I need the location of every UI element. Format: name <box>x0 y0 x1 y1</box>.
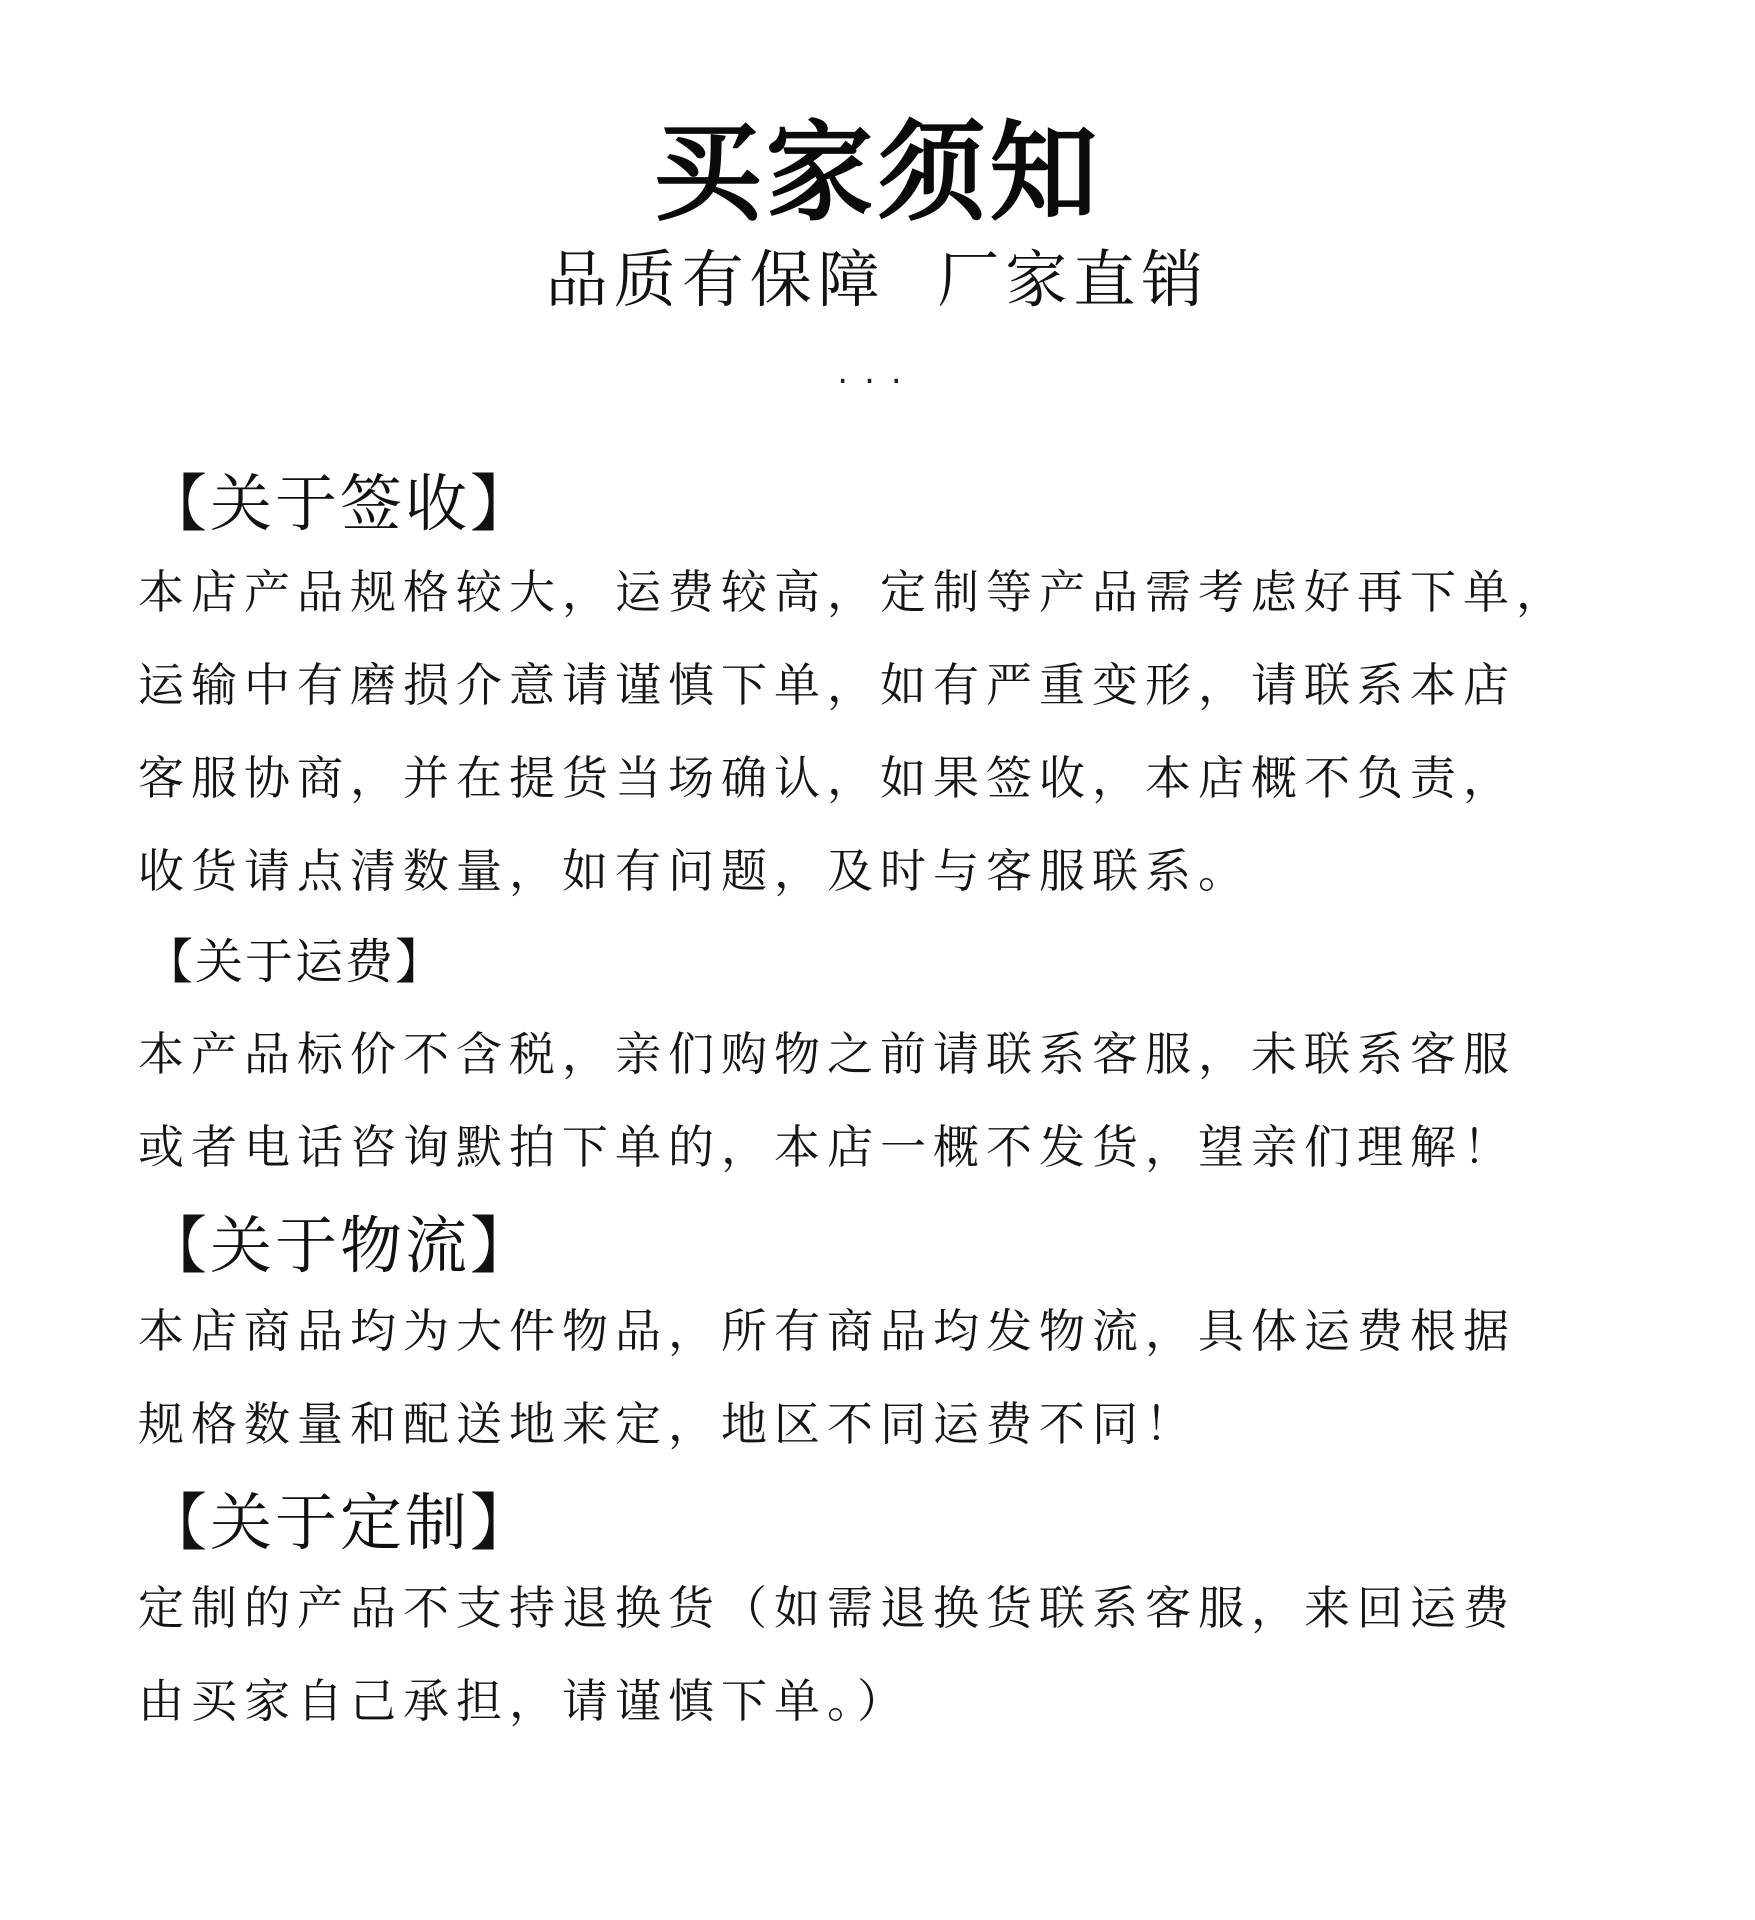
body-line: 定制的产品不支持退换货（如需退换货联系客服，来回运费 <box>138 1581 1516 1635</box>
section-body-signing <box>138 562 1658 934</box>
body-line: 客服协商，并在提货当场确认，如果签收，本店概不负责， <box>138 751 1516 805</box>
ellipsis-divider: ... <box>837 352 918 392</box>
body-line: 由买家自己承担，请谨慎下单。） <box>138 1674 910 1728</box>
section-heading-signing: 【关于签收】 <box>145 467 536 540</box>
section-heading-logistics: 【关于物流】 <box>145 1209 536 1282</box>
page-subtitle: 品质有保障 厂家直销 <box>545 243 1210 316</box>
section-body-logistics <box>138 1301 1658 1487</box>
body-line: 本店产品规格较大，运费较高，定制等产品需考虑好再下单， <box>138 565 1569 619</box>
body-line: 本店商品均为大件物品，所有商品均发物流，具体运费根据 <box>138 1304 1516 1358</box>
body-line: 收货请点清数量，如有问题，及时与客服联系。 <box>138 844 1251 898</box>
body-line: 或者电话咨询默拍下单的，本店一概不发货，望亲们理解！ <box>138 1120 1516 1174</box>
section-body-customization <box>138 1578 1658 1764</box>
section-heading-shipping-fee: 【关于运费】 <box>145 934 446 990</box>
body-line: 规格数量和配送地来定，地区不同运费不同！ <box>138 1397 1198 1451</box>
section-body-shipping-fee <box>138 1024 1658 1210</box>
page-title: 买家须知 <box>653 110 1102 236</box>
section-heading-customization: 【关于定制】 <box>145 1486 536 1559</box>
body-line: 运输中有磨损介意请谨慎下单，如有严重变形，请联系本店 <box>138 658 1516 712</box>
body-line: 本产品标价不含税，亲们购物之前请联系客服，未联系客服 <box>138 1027 1516 1081</box>
